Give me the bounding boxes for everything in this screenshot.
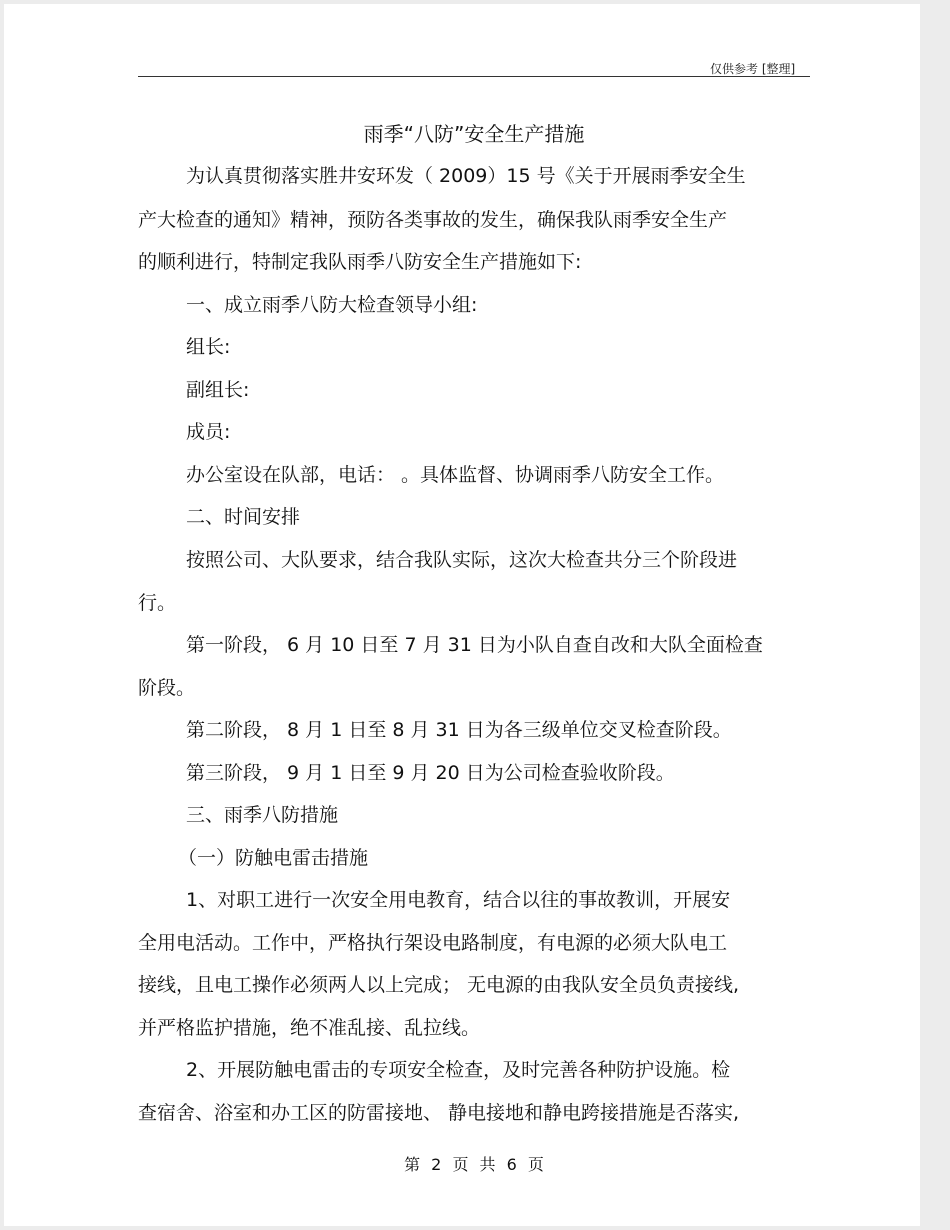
document-title: 雨季“八防”安全生产措施: [363, 122, 585, 146]
section-heading: 二、时间安排: [186, 506, 301, 528]
page-number: 第 2 页 共 6 页: [404, 1155, 544, 1174]
paragraph-line: 为认真贯彻落实胜井安环发（ 2009）15 号《关于开展雨季安全生: [186, 165, 746, 187]
paragraph-line: 成员:: [186, 421, 231, 443]
paragraph-line: 的顺利进行，特制定我队雨季八防安全生产措施如下:: [138, 251, 582, 273]
paragraph-line: 按照公司、大队要求，结合我队实际，这次大检查共分三个阶段进: [186, 549, 738, 571]
paragraph-line: 行。: [138, 592, 177, 614]
subsection-heading: （一）防触电雷击措施: [178, 847, 369, 869]
paragraph-line: 阶段。: [138, 677, 196, 699]
paragraph-line: 办公室设在队部，电话： 。具体监督、协调雨季八防安全工作。: [186, 464, 725, 486]
document-page: [4, 4, 920, 1226]
section-heading: 三、雨季八防措施: [186, 804, 339, 826]
paragraph-line: 并严格监护措施，绝不准乱接、乱拉线。: [138, 1017, 481, 1039]
section-heading: 一、成立雨季八防大检查领导小组:: [186, 294, 478, 316]
paragraph-line: 2、开展防触电雷击的专项安全检查，及时完善各种防护设施。检: [186, 1059, 731, 1081]
paragraph-line: 查宿舍、浴室和办工区的防雷接地、 静电接地和静电跨接措施是否落实,: [138, 1102, 740, 1124]
paragraph-line: 接线，且电工操作必须两人以上完成； 无电源的由我队安全员负责接线,: [138, 974, 740, 996]
header-rule: [138, 76, 810, 77]
paragraph-line: 组长:: [186, 336, 231, 358]
paragraph-line: 1、对职工进行一次安全用电教育，结合以往的事故教训，开展安: [186, 889, 731, 911]
paragraph-line: 副组长:: [186, 379, 250, 401]
paragraph-line: 第一阶段， 6 月 10 日至 7 月 31 日为小队自查自改和大队全面检查: [186, 634, 763, 656]
paragraph-line: 全用电活动。工作中，严格执行架设电路制度，有电源的必须大队电工: [138, 932, 728, 954]
paragraph-line: 第三阶段， 9 月 1 日至 9 月 20 日为公司检查验收阶段。: [186, 762, 675, 784]
paragraph-line: 产大检查的通知》精神，预防各类事故的发生，确保我队雨季安全生产: [138, 209, 728, 231]
paragraph-line: 第二阶段， 8 月 1 日至 8 月 31 日为各三级单位交叉检查阶段。: [186, 719, 732, 741]
header-tag: 仅供参考 [整理]: [710, 62, 796, 76]
